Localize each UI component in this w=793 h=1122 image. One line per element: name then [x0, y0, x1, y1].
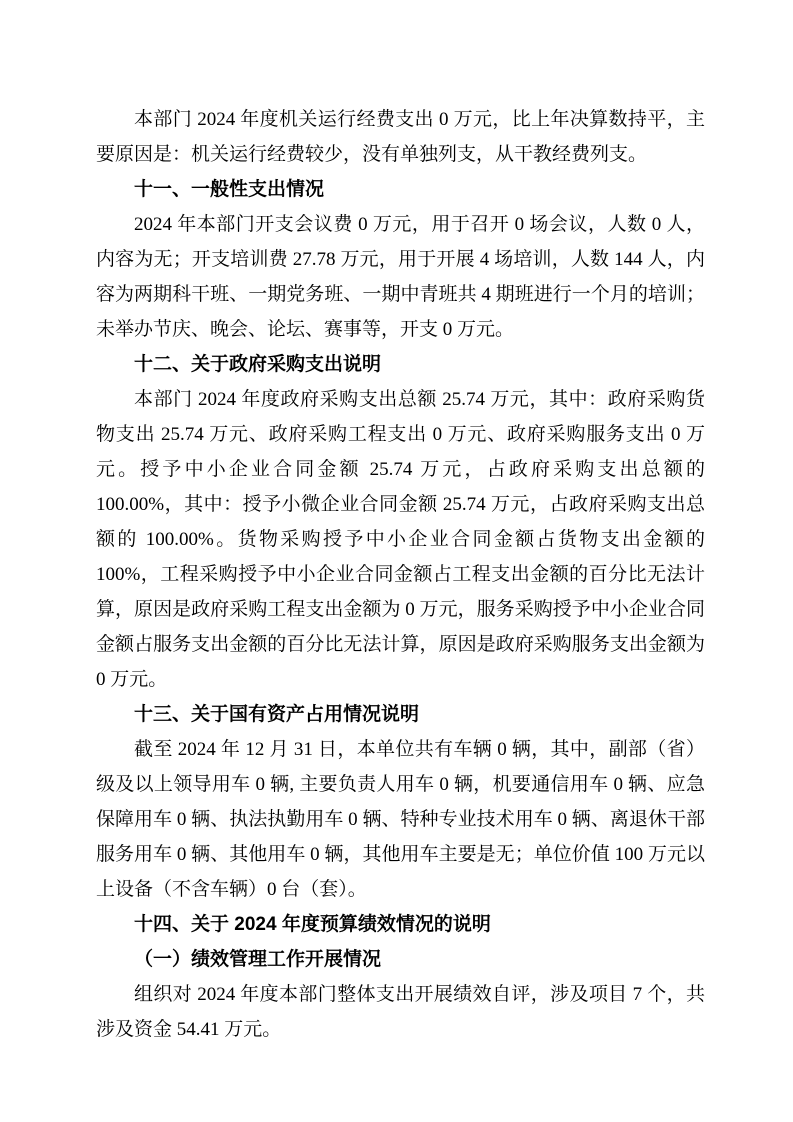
paragraph-government-procurement-details: 本部门 2024 年度政府采购支出总额 25.74 万元，其中：政府采购货物支出 25.74 万元、政府采购工程支出 0 万元、政府采购服务支出 0 万元。授予中小企业合同金额 25.74 万元，占政府采购支出总额的 100.00%，其中：授予小微企业合同金额 25.74 万元，占政府采购支出总额的 100.00%。货物采购授予中小企业合同金额占货物支出金额的 100%，工程采购授予中小企业合同金额占工程支出金额的百分比无法计算，原因是政府采购工程支出金额为 0 万元，服务采购授予中小企业合同金额占服务支出金额的百分比无法计算，原因是政府采购服务支出金额为 0 万元。 [96, 389, 705, 690]
heading-section-11-general-expenditure: 十一、一般性支出情况 [134, 179, 325, 200]
paragraph-general-expenditure-details: 2024 年本部门开支会议费 0 万元，用于召开 0 场会议，人数 0 人，内容为无；开支培训费 27.78 万元，用于开展 4 场培训，人数 144 人，内容为两期科干班、一期党务班、一期中青班共 4 期班进行一个月的培训；未举办节庆、晚会、论坛、赛事等，开支 0 万元。 [96, 214, 705, 340]
paragraph-agency-operating-expenses: 本部门 2024 年度机关运行经费支出 0 万元，比上年决算数持平，主要原因是：机关运行经费较少，没有单独列支，从干教经费列支。 [96, 109, 705, 165]
heading-section-12-government-procurement: 十二、关于政府采购支出说明 [134, 354, 382, 375]
paragraph-state-assets-details: 截至 2024 年 12 月 31 日，本单位共有车辆 0 辆，其中，副部（省）级及以上领导用车 0 辆, 主要负责人用车 0 辆，机要通信用车 0 辆、应急保障用车 0 辆、执法执勤用车 0 辆、特种专业技术用车 0 辆、离退休干部服务用车 0 辆、其他用车 0 辆，其他用车主要是无；单位价值 100 万元以上设备（不含车辆）0 台（套）。 [96, 739, 705, 900]
paragraph-performance-self-evaluation: 组织对 2024 年度本部门整体支出开展绩效自评，涉及项目 7 个，共涉及资金 54.41 万元。 [96, 984, 705, 1040]
subheading-performance-management: （一）绩效管理工作开展情况 [134, 949, 382, 970]
heading-section-14-budget-performance: 十四、关于 2024 年度预算绩效情况的说明 [134, 914, 491, 935]
heading-section-13-state-assets: 十三、关于国有资产占用情况说明 [134, 704, 420, 725]
